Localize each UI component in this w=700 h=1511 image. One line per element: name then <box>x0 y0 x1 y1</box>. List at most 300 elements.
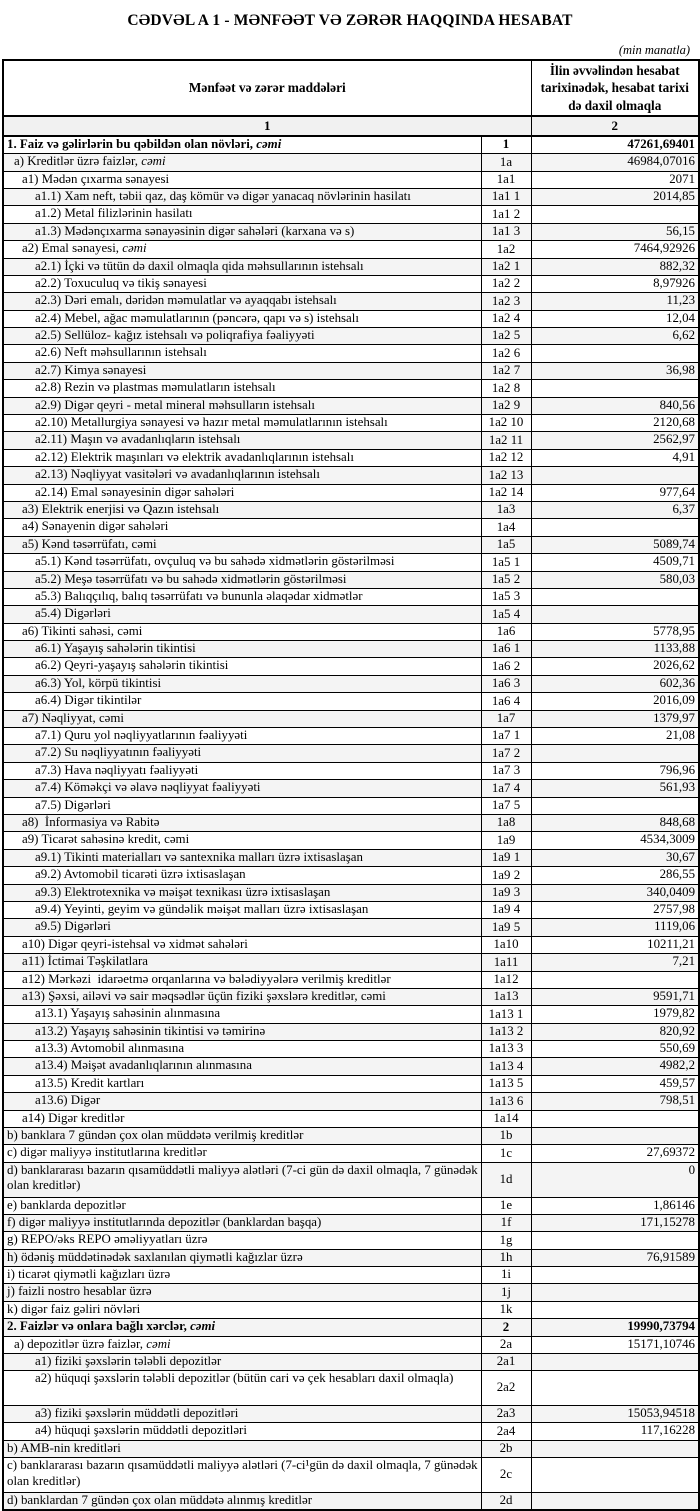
item-code-cell: 1a2 14 <box>481 484 531 501</box>
table-row <box>3 171 699 188</box>
item-code-cell: 1a6 2 <box>481 658 531 675</box>
item-label-cell: a5) Kənd təsərrüfatı, cəmi <box>3 536 481 553</box>
item-value-cell: 882,32 <box>531 258 699 275</box>
item-label-cell: a7.5) Digərləri <box>3 797 481 814</box>
item-value-cell: 2562,97 <box>531 432 699 449</box>
table-row <box>3 206 699 223</box>
item-value-cell: 15171,10746 <box>531 1336 699 1353</box>
item-label-cell: a2.4) Mebel, ağac məmulatlarının (pəncərə, qapı və s) istehsalı <box>3 310 481 327</box>
item-value-cell: 798,51 <box>531 1093 699 1110</box>
item-code-cell: 1i <box>481 1267 531 1284</box>
item-label-cell: a5.3) Balıqçılıq, balıq təsərrüfatı və bununla əlaqədar xidmətlər <box>3 588 481 605</box>
item-value-cell <box>531 797 699 814</box>
item-code-cell: 1c <box>481 1145 531 1162</box>
item-code-cell: 1a13 1 <box>481 1006 531 1023</box>
item-label-cell: a2.7) Kimya sənayesi <box>3 362 481 379</box>
table-row <box>3 675 699 692</box>
item-value-cell <box>531 1284 699 1301</box>
value-column-header: İlin əvvəlindən hesabat tarixinədək, hesabat tarixi də daxil olmaqla <box>531 60 699 116</box>
table-row <box>3 658 699 675</box>
item-code-cell: 1a2 9 <box>481 397 531 414</box>
item-label-cell: a6.2) Qeyri-yaşayış sahələrin tikintisi <box>3 658 481 675</box>
item-value-cell: 117,16228 <box>531 1423 699 1440</box>
item-code-cell: 1a2 1 <box>481 258 531 275</box>
table-row <box>3 641 699 658</box>
item-label-cell: 1. Faiz və gəlirlərin bu qəbildən olan növləri, cəmi <box>3 136 481 153</box>
report-table-header <box>3 60 699 136</box>
table-row <box>3 328 699 345</box>
item-code-cell: 2a4 <box>481 1423 531 1440</box>
item-code-cell: 1 <box>481 136 531 153</box>
table-row <box>3 484 699 501</box>
item-label-cell: a2.6) Neft məhsullarının istehsalı <box>3 345 481 362</box>
table-row <box>3 449 699 466</box>
item-code-cell: 1a13 4 <box>481 1058 531 1075</box>
item-code-cell: 1a3 <box>481 501 531 518</box>
item-code-cell: 1a9 1 <box>481 849 531 866</box>
item-label-cell: a2.12) Elektrik maşınları və elektrik avadanlıqlarının istehsalı <box>3 449 481 466</box>
item-code-cell: 1a6 4 <box>481 693 531 710</box>
item-label-cell: a2.9) Digər qeyri - metal mineral məhsulların istehsalı <box>3 397 481 414</box>
item-code-cell: 1a5 4 <box>481 606 531 623</box>
item-label-cell: a5.2) Meşə təsərrüfatı və bu sahədə xidmətlərin göstərilməsi <box>3 571 481 588</box>
item-value-cell: 1133,88 <box>531 641 699 658</box>
item-code-cell: 1a7 <box>481 710 531 727</box>
item-label-cell: e) banklarda depozitlər <box>3 1197 481 1214</box>
table-row <box>3 693 699 710</box>
item-code-cell: 1a13 <box>481 988 531 1005</box>
item-code-cell: 1a14 <box>481 1110 531 1127</box>
item-label-cell: a2) Emal sənayesi, cəmi <box>3 241 481 258</box>
item-code-cell: 1a9 2 <box>481 867 531 884</box>
item-label-cell: a1) Mədən çıxarma sənayesi <box>3 171 481 188</box>
table-row <box>3 780 699 797</box>
item-label-cell: c) digər maliyyə institutlarına kreditlər <box>3 1145 481 1162</box>
item-value-cell: 820,92 <box>531 1023 699 1040</box>
item-label-cell: a) depozitlər üzrə faizlər, cəmi <box>3 1336 481 1353</box>
item-value-cell: 561,93 <box>531 780 699 797</box>
item-value-cell: 7,21 <box>531 954 699 971</box>
item-code-cell: 1a8 <box>481 815 531 832</box>
item-code-cell: 1a5 <box>481 536 531 553</box>
table-row <box>3 988 699 1005</box>
item-label-cell: a9.5) Digərləri <box>3 919 481 936</box>
item-value-cell <box>531 971 699 988</box>
item-label-cell: a13.1) Yaşayış sahəsinin alınmasına <box>3 1006 481 1023</box>
item-label-cell: a2.10) Metallurgiya sənayesi və hazır metal məmulatlarının istehsalı <box>3 415 481 432</box>
item-code-cell: 1g <box>481 1232 531 1249</box>
item-value-cell: 6,37 <box>531 501 699 518</box>
item-value-cell <box>531 1354 699 1371</box>
table-row <box>3 1301 699 1318</box>
item-value-cell: 10211,21 <box>531 936 699 953</box>
item-value-cell <box>531 745 699 762</box>
item-label-cell: a5.1) Kənd təsərrüfatı, ovçuluq və bu sahədə xidmətlərin göstərilməsi <box>3 554 481 571</box>
item-label-cell: d) banklardan 7 gündən çox olan müddətə alınmış kreditlər <box>3 1492 481 1509</box>
item-label-cell: a1) fiziki şəxslərin tələbli depozitlər <box>3 1354 481 1371</box>
item-label-cell: a1.2) Metal filizlərinin hasilatı <box>3 206 481 223</box>
table-row <box>3 275 699 292</box>
item-value-cell <box>531 345 699 362</box>
item-label-cell: a9.4) Yeyinti, geyim və gündəlik məişət malları üzrə ixtisaslaşan <box>3 901 481 918</box>
item-value-cell: 15053,94518 <box>531 1406 699 1423</box>
table-row <box>3 971 699 988</box>
item-value-cell: 2026,62 <box>531 658 699 675</box>
table-row <box>3 745 699 762</box>
item-code-cell: 1a11 <box>481 954 531 971</box>
item-code-cell: 1h <box>481 1249 531 1266</box>
item-code-cell: 1a2 <box>481 241 531 258</box>
item-value-cell <box>531 1128 699 1145</box>
item-code-cell: 1a1 1 <box>481 188 531 205</box>
value-col-number: 2 <box>531 116 699 136</box>
item-value-cell: 12,04 <box>531 310 699 327</box>
item-label-cell: a6.4) Digər tikintilər <box>3 693 481 710</box>
item-value-cell: 580,03 <box>531 571 699 588</box>
table-row <box>3 797 699 814</box>
item-value-cell: 19990,73794 <box>531 1319 699 1336</box>
item-code-cell: 1a2 11 <box>481 432 531 449</box>
item-label-cell: a2.3) Dəri emalı, dəridən məmulatlar və ayaqqabı istehsalı <box>3 293 481 310</box>
table-row <box>3 1232 699 1249</box>
item-value-cell: 36,98 <box>531 362 699 379</box>
table-row <box>3 1023 699 1040</box>
item-value-cell <box>531 467 699 484</box>
item-code-cell: 1a2 12 <box>481 449 531 466</box>
table-row <box>3 728 699 745</box>
table-row <box>3 867 699 884</box>
items-col-number: 1 <box>3 116 531 136</box>
item-label-cell: a6.3) Yol, körpü tikintisi <box>3 675 481 692</box>
item-code-cell: 1a2 3 <box>481 293 531 310</box>
table-row <box>3 954 699 971</box>
item-value-cell: 602,36 <box>531 675 699 692</box>
item-code-cell: 2a3 <box>481 1406 531 1423</box>
table-row <box>3 1319 699 1336</box>
item-code-cell: 2 <box>481 1319 531 1336</box>
item-label-cell: a2.2) Toxuculuq və tikiş sənayesi <box>3 275 481 292</box>
table-row <box>3 623 699 640</box>
item-label-cell: a2.8) Rezin və plastmas məmulatların istehsalı <box>3 380 481 397</box>
item-label-cell: a4) Sənayenin digər sahələri <box>3 519 481 536</box>
item-value-cell <box>531 1232 699 1249</box>
item-code-cell: 1a1 2 <box>481 206 531 223</box>
table-row <box>3 1145 699 1162</box>
table-row <box>3 815 699 832</box>
table-row <box>3 1440 699 1457</box>
item-value-cell: 171,15278 <box>531 1214 699 1231</box>
item-label-cell: a13.5) Kredit kartları <box>3 1075 481 1092</box>
item-label-cell: a2.14) Emal sənayesinin digər sahələri <box>3 484 481 501</box>
item-value-cell: 27,69372 <box>531 1145 699 1162</box>
item-value-cell: 9591,71 <box>531 988 699 1005</box>
page-title: CƏDVƏL A 1 - MƏNFƏƏT VƏ ZƏRƏR HAQQINDA HESABAT <box>127 12 573 29</box>
item-value-cell <box>531 1458 699 1493</box>
item-code-cell: 1a9 <box>481 832 531 849</box>
item-value-cell <box>531 588 699 605</box>
table-row <box>3 571 699 588</box>
table-row <box>3 345 699 362</box>
item-code-cell: 1a6 1 <box>481 641 531 658</box>
table-row <box>3 606 699 623</box>
item-label-cell: h) ödəniş müddətinədək saxlanılan qiymətli kağızlar üzrə <box>3 1249 481 1266</box>
item-label-cell: a6.1) Yaşayış sahələrin tikintisi <box>3 641 481 658</box>
table-row <box>3 223 699 240</box>
item-value-cell: 4,91 <box>531 449 699 466</box>
item-label-cell: a10) Digər qeyri-istehsal və xidmət sahələri <box>3 936 481 953</box>
item-value-cell: 5778,95 <box>531 623 699 640</box>
item-value-cell: 5089,74 <box>531 536 699 553</box>
item-label-cell: k) digər faiz gəliri növləri <box>3 1301 481 1318</box>
item-value-cell: 0 <box>531 1162 699 1197</box>
table-row <box>3 415 699 432</box>
table-row <box>3 1423 699 1440</box>
item-code-cell: 1a7 1 <box>481 728 531 745</box>
table-row <box>3 1406 699 1423</box>
item-value-cell: 30,67 <box>531 849 699 866</box>
item-code-cell: 1k <box>481 1301 531 1318</box>
table-row <box>3 1267 699 1284</box>
item-code-cell: 1a9 4 <box>481 901 531 918</box>
table-row <box>3 936 699 953</box>
item-label-cell: a7.3) Hava nəqliyyatı fəaliyyəti <box>3 762 481 779</box>
item-label-cell: a1.3) Mədənçıxarma sənayəsinin digər sahələri (karxana və s) <box>3 223 481 240</box>
item-code-cell: 1a13 6 <box>481 1093 531 1110</box>
table-row <box>3 1492 699 1509</box>
table-row <box>3 1214 699 1231</box>
item-value-cell: 47261,69401 <box>531 136 699 153</box>
table-row <box>3 310 699 327</box>
table-row <box>3 380 699 397</box>
item-label-cell: a13.2) Yaşayış sahəsinin tikintisi və təmirinə <box>3 1023 481 1040</box>
item-label-cell: a13.4) Məişət avadanlıqlarının alınmasına <box>3 1058 481 1075</box>
item-label-cell: a12) Mərkəzi idarəetmə orqanlarına və bələdiyyələrə verilmiş kreditlər <box>3 971 481 988</box>
item-code-cell: 2c <box>481 1458 531 1493</box>
item-value-cell: 2120,68 <box>531 415 699 432</box>
report-table-body <box>3 136 699 1510</box>
item-label-cell: a9) Ticarət sahəsinə kredit, cəmi <box>3 832 481 849</box>
table-row <box>3 1093 699 1110</box>
item-code-cell: 1a7 5 <box>481 797 531 814</box>
item-label-cell: c) banklararası bazarın qısamüddətli maliyyə alətləri (7-ci¹gün də daxil olmaqla, 7 günədək olan kreditlər) <box>3 1458 481 1493</box>
item-value-cell <box>531 1440 699 1457</box>
table-row <box>3 397 699 414</box>
item-label-cell: d) banklararası bazarın qısamüddətli maliyyə alətləri (7-ci gün də daxil olmaqla, 7 günədək olan kreditlər) <box>3 1162 481 1197</box>
item-code-cell: 1a1 3 <box>481 223 531 240</box>
item-label-cell: a7.4) Köməkçi və əlavə nəqliyyat fəaliyyəti <box>3 780 481 797</box>
table-row <box>3 154 699 171</box>
table-row <box>3 362 699 379</box>
item-label-cell: a3) Elektrik enerjisi və Qazın istehsalı <box>3 501 481 518</box>
profit-loss-table <box>2 59 700 1511</box>
item-value-cell <box>531 606 699 623</box>
item-value-cell: 2014,85 <box>531 188 699 205</box>
item-value-cell: 550,69 <box>531 1041 699 1058</box>
table-row <box>3 1128 699 1145</box>
item-code-cell: 1a2 5 <box>481 328 531 345</box>
table-row <box>3 1041 699 1058</box>
item-code-cell: 1a2 10 <box>481 415 531 432</box>
item-label-cell: 2. Faizlər və onlara bağlı xərclər, cəmi <box>3 1319 481 1336</box>
item-code-cell: 1a9 5 <box>481 919 531 936</box>
item-label-cell: a) Kreditlər üzrə faizlər, cəmi <box>3 154 481 171</box>
item-value-cell <box>531 1267 699 1284</box>
item-code-cell: 1a13 3 <box>481 1041 531 1058</box>
item-code-cell: 1a6 <box>481 623 531 640</box>
column-number-row <box>3 116 699 136</box>
header-row <box>3 60 699 116</box>
item-label-cell: g) REPO/əks REPO əməliyyatları üzrə <box>3 1232 481 1249</box>
table-row <box>3 136 699 153</box>
table-row <box>3 919 699 936</box>
item-value-cell: 4509,71 <box>531 554 699 571</box>
item-value-cell: 46984,07016 <box>531 154 699 171</box>
item-code-cell: 2d <box>481 1492 531 1509</box>
item-code-cell: 1a13 5 <box>481 1075 531 1092</box>
item-code-cell: 1a5 3 <box>481 588 531 605</box>
item-label-cell: a2.5) Sellüloz- kağız istehsalı və poliqrafiya fəaliyyəti <box>3 328 481 345</box>
item-value-cell <box>531 1371 699 1406</box>
item-code-cell: 1a12 <box>481 971 531 988</box>
item-label-cell: a1.1) Xam neft, təbii qaz, daş kömür və digər yanacaq növlərinin hasilatı <box>3 188 481 205</box>
item-label-cell: a2) hüquqi şəxslərin tələbli depozitlər (bütün cari və çek hesabları daxil olmaqla) <box>3 1371 481 1406</box>
item-code-cell: 1a2 7 <box>481 362 531 379</box>
item-value-cell <box>531 1110 699 1127</box>
item-value-cell: 1979,82 <box>531 1006 699 1023</box>
item-code-cell: 1a9 3 <box>481 884 531 901</box>
item-label-cell: a11) İctimai Təşkilatlara <box>3 954 481 971</box>
item-label-cell: a9.1) Tikinti materialları və santexnika malları üzrə ixtisaslaşan <box>3 849 481 866</box>
table-row <box>3 901 699 918</box>
item-value-cell: 56,15 <box>531 223 699 240</box>
item-label-cell: a9.3) Elektrotexnika və məişət texnikası üzrə ixtisaslaşan <box>3 884 481 901</box>
item-label-cell: a13.3) Avtomobil alınmasına <box>3 1041 481 1058</box>
item-value-cell: 840,56 <box>531 397 699 414</box>
item-value-cell <box>531 206 699 223</box>
item-value-cell: 2071 <box>531 171 699 188</box>
item-value-cell: 340,0409 <box>531 884 699 901</box>
item-code-cell: 2a1 <box>481 1354 531 1371</box>
table-row <box>3 1284 699 1301</box>
table-row <box>3 554 699 571</box>
item-value-cell: 21,08 <box>531 728 699 745</box>
item-code-cell: 1a5 2 <box>481 571 531 588</box>
item-value-cell: 4982,2 <box>531 1058 699 1075</box>
item-code-cell: 2a <box>481 1336 531 1353</box>
item-value-cell: 286,55 <box>531 867 699 884</box>
table-row <box>3 432 699 449</box>
item-label-cell: a4) hüquqi şəxslərin müddətli depozitləri <box>3 1423 481 1440</box>
item-code-cell: 2a2 <box>481 1371 531 1406</box>
table-row <box>3 884 699 901</box>
item-code-cell: 1a <box>481 154 531 171</box>
item-label-cell: i) ticarət qiymətli kağızları üzrə <box>3 1267 481 1284</box>
table-row <box>3 1197 699 1214</box>
item-code-cell: 1a1 <box>481 171 531 188</box>
item-value-cell: 2757,98 <box>531 901 699 918</box>
item-code-cell: 1d <box>481 1162 531 1197</box>
item-value-cell: 1379,97 <box>531 710 699 727</box>
table-row <box>3 501 699 518</box>
items-column-header: Mənfəət və zərər maddələri <box>3 60 531 116</box>
item-value-cell: 8,97926 <box>531 275 699 292</box>
table-row <box>3 588 699 605</box>
item-code-cell: 2b <box>481 1440 531 1457</box>
item-label-cell: a5.4) Digərləri <box>3 606 481 623</box>
unit-note: (min manatla) <box>618 43 690 57</box>
item-code-cell: 1a4 <box>481 519 531 536</box>
item-value-cell: 977,64 <box>531 484 699 501</box>
item-code-cell: 1b <box>481 1128 531 1145</box>
item-label-cell: a13) Şəxsi, ailəvi və sair məqsədlər üçün fiziki şəxslərə kreditlər, cəmi <box>3 988 481 1005</box>
item-code-cell: 1a2 2 <box>481 275 531 292</box>
table-row <box>3 467 699 484</box>
table-row <box>3 1162 699 1197</box>
item-value-cell: 11,23 <box>531 293 699 310</box>
item-code-cell: 1a2 4 <box>481 310 531 327</box>
table-row <box>3 1458 699 1493</box>
item-code-cell: 1a2 13 <box>481 467 531 484</box>
table-row <box>3 1336 699 1353</box>
table-row <box>3 849 699 866</box>
item-code-cell: 1a2 8 <box>481 380 531 397</box>
item-label-cell: b) AMB-nin kreditləri <box>3 1440 481 1457</box>
item-value-cell: 459,57 <box>531 1075 699 1092</box>
item-label-cell: a2.1) İçki və tütün də daxil olmaqla qida məhsullarının istehsalı <box>3 258 481 275</box>
item-code-cell: 1e <box>481 1197 531 1214</box>
item-code-cell: 1a2 6 <box>481 345 531 362</box>
item-code-cell: 1a13 2 <box>481 1023 531 1040</box>
item-value-cell: 848,68 <box>531 815 699 832</box>
item-code-cell: 1a7 2 <box>481 745 531 762</box>
item-label-cell: a7.1) Quru yol nəqliyyatlarının fəaliyyəti <box>3 728 481 745</box>
item-label-cell: f) digər maliyyə institutlarında depozitlər (banklardan başqa) <box>3 1214 481 1231</box>
item-label-cell: a13.6) Digər <box>3 1093 481 1110</box>
item-value-cell <box>531 1492 699 1509</box>
table-row <box>3 519 699 536</box>
item-value-cell <box>531 519 699 536</box>
item-value-cell: 796,96 <box>531 762 699 779</box>
item-value-cell: 1,86146 <box>531 1197 699 1214</box>
item-label-cell: j) faizli nostro hesablar üzrə <box>3 1284 481 1301</box>
table-row <box>3 832 699 849</box>
item-value-cell: 1119,06 <box>531 919 699 936</box>
table-row <box>3 1075 699 1092</box>
table-row <box>3 762 699 779</box>
item-label-cell: a9.2) Avtomobil ticarəti üzrə ixtisaslaşan <box>3 867 481 884</box>
table-row <box>3 241 699 258</box>
item-value-cell: 4534,3009 <box>531 832 699 849</box>
item-label-cell: a2.13) Nəqliyyat vasitələri və avadanlıqlarının istehsalı <box>3 467 481 484</box>
item-label-cell: a8) İnformasiya və Rabitə <box>3 815 481 832</box>
table-row <box>3 1354 699 1371</box>
table-row <box>3 536 699 553</box>
table-row <box>3 1058 699 1075</box>
item-code-cell: 1a7 4 <box>481 780 531 797</box>
item-value-cell: 6,62 <box>531 328 699 345</box>
table-row <box>3 1110 699 1127</box>
item-label-cell: a2.11) Maşın və avadanlıqların istehsalı <box>3 432 481 449</box>
item-code-cell: 1a10 <box>481 936 531 953</box>
item-code-cell: 1a7 3 <box>481 762 531 779</box>
table-row <box>3 1371 699 1406</box>
table-row <box>3 293 699 310</box>
table-row <box>3 188 699 205</box>
table-row <box>3 258 699 275</box>
table-row <box>3 1249 699 1266</box>
item-code-cell: 1f <box>481 1214 531 1231</box>
table-row <box>3 1006 699 1023</box>
